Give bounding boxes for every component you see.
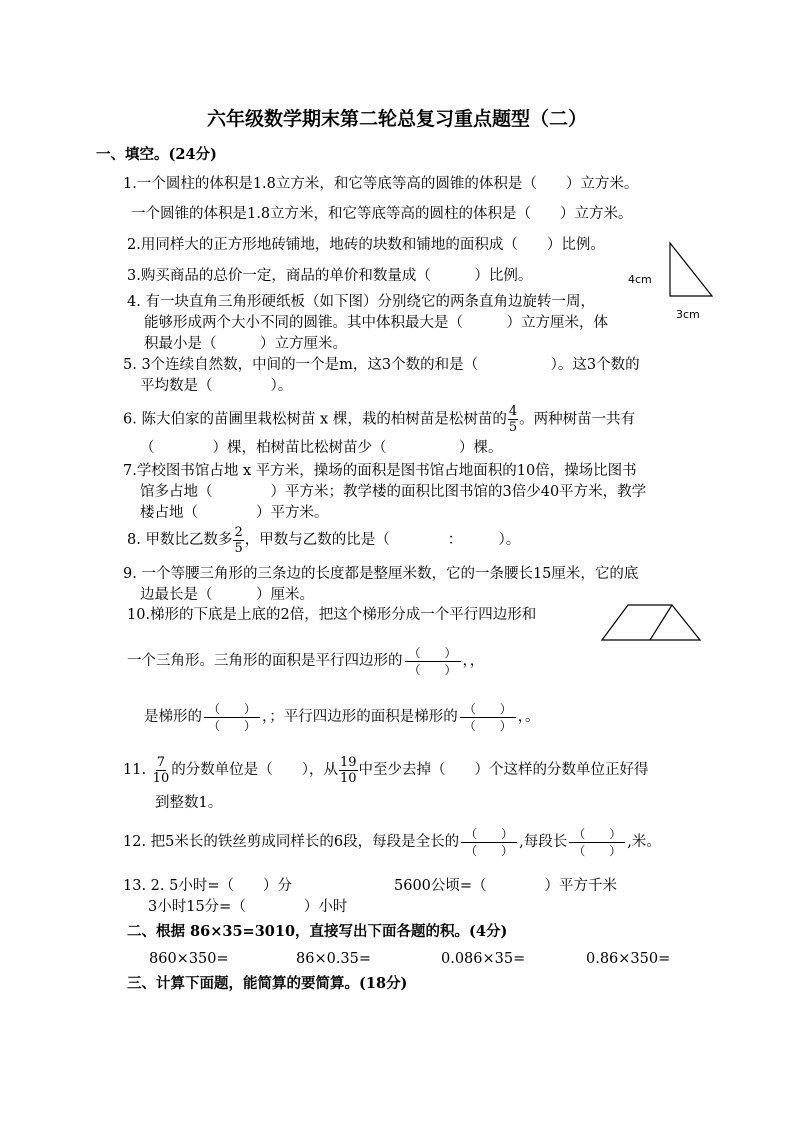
question-12 [123, 822, 661, 862]
question-9-line2: 边最长是（ ）厘米。 [140, 587, 314, 603]
blank-fraction[interactable]: （ ） （ ） [460, 701, 516, 734]
question-10-line1: 10.梯形的下底是上底的2倍，把这个梯形分成一个平行四边形和 [127, 607, 537, 623]
question-10-text-b: ，；平行四边形的面积是梯形的 [262, 709, 458, 725]
fraction-19-10: $\frac{19}{10}$ [339, 754, 357, 786]
question-10-text-a: 是梯形的 [144, 709, 202, 725]
question-2: 2.用同样大的正方形地砖铺地，地砖的块数和铺地的面积成（ ）比例。 [127, 237, 605, 253]
fraction-4-5: $\frac{4}{5}$ [508, 404, 518, 435]
question-6-text: 6. 陈大伯家的苗圃里栽松树苗 x 棵，栽的柏树苗是松树苗的 [123, 411, 507, 428]
blank-fraction[interactable]: （ ） （ ） [569, 826, 625, 859]
question-8-text: 8. 甲数比乙数多 [127, 532, 233, 548]
question-3: 3.购买商品的总价一定，商品的单价和数量成（ ）比例。 [127, 268, 533, 284]
section2-heading: 二、根据 86×35=3010，直接写出下面各题的积。(4分) [127, 923, 508, 940]
question-11-line1 [123, 753, 649, 787]
section3-heading: 三、计算下面题，能简算的要简算。(18分) [127, 975, 408, 992]
trapezoid-shape [602, 605, 700, 640]
section2-item-3: 0.086×35= [441, 951, 526, 967]
question-5-line1: 5. 3个连续自然数，中间的一个是m，这3个数的和是（ ）。这3个数的 [123, 357, 640, 373]
question-13b: 5600公顷=（ ）平方千米 [394, 878, 618, 894]
question-12-text-mid: ,每段长 [519, 834, 568, 850]
question-11-number: 11. [123, 762, 147, 778]
right-triangle-shape [670, 243, 712, 296]
section2-item-1: 860×350= [149, 951, 229, 967]
question-1b: 一个圆锥的体积是1.8立方米，和它等底等高的圆柱的体积是（ ）立方米。 [131, 206, 633, 222]
fraction-2-5: $\frac{2}{5}$ [234, 524, 243, 556]
section1-heading: 一、填空。(24分) [96, 146, 217, 163]
question-11-text-2: 中至少去掉（ ）个这样的分数单位正好得 [358, 762, 649, 778]
question-11-text-1: 的分数单位是（ ），从 [171, 762, 338, 778]
question-10-text: 一个三角形。三角形的面积是平行四边形的 [127, 653, 403, 669]
question-4-line2: 能够形成两个大小不同的圆锥。其中体积最大是（ ）立方厘米，体 [144, 315, 608, 331]
question-13a: 13. 2. 5小时=（ ）分 [123, 878, 292, 894]
blank-fraction[interactable]: （ ） （ ） [204, 701, 260, 734]
right-triangle-figure [620, 238, 720, 328]
question-5-line2: 平均数是（ ）。 [140, 378, 293, 394]
question-6-line2: （ ）棵，柏树苗比松树苗少（ ）棵。 [140, 440, 503, 456]
question-7-line2: 馆多占地（ ）平方米；教学楼的面积比图书馆的3倍少40平方米，教学 [140, 484, 647, 500]
question-4-line1: 4. 有一块直角三角形硬纸板（如下图）分别绕它的两条直角边旋转一周， [127, 294, 595, 310]
trapezoid-figure [598, 600, 704, 646]
question-11-line2: 到整数1。 [155, 795, 223, 811]
question-9-line1: 9. 一个等腰三角形的三条边的长度都是整厘米数，它的一条腰长15厘米，它的底 [123, 566, 639, 582]
question-8-text-post: ，甲数与乙数的比是（ ： ）。 [244, 532, 521, 548]
question-13c: 3小时15分=（ ）小时 [148, 899, 348, 915]
question-7-line1: 7.学校图书馆占地 x 平方米，操场的面积是图书馆占地面积的10倍，操场比图书 [123, 463, 637, 479]
triangle-height-label: 4cm [628, 273, 652, 286]
question-7-line3: 楼占地（ ）平方米。 [140, 505, 329, 521]
section2-item-2: 86×0.35= [296, 951, 372, 967]
question-6-text-post: 。两种树苗一共有 [519, 411, 636, 428]
question-10-line2 [127, 641, 484, 681]
blank-fraction[interactable]: （ ） （ ） [461, 826, 517, 859]
triangle-base-label: 3cm [676, 308, 700, 321]
question-12-text-post: ,米。 [627, 834, 661, 850]
blank-fraction[interactable]: （ ） （ ） [405, 645, 461, 678]
question-1a: 1.一个圆柱的体积是1.8立方米，和它等底等高的圆锥的体积是（ ）立方米。 [123, 176, 639, 192]
question-4-line3: 积最小是（ ）立方厘米。 [144, 336, 347, 352]
section2-item-4: 0.86×350= [586, 951, 671, 967]
fraction-7-10: $\frac{7}{10}$ [152, 754, 170, 786]
question-6-line1 [123, 404, 635, 435]
trapezoid-divider [650, 605, 672, 640]
question-12-text: 12. 把5米长的铁丝剪成同样长的6段，每段是全长的 [123, 834, 460, 850]
question-8 [127, 524, 520, 556]
question-10-text-c: ，。 [517, 709, 540, 725]
question-10-punct: ，， [462, 653, 485, 669]
question-10-line3 [144, 697, 540, 737]
page-title: 六年级数学期末第二轮总复习重点题型（二） [206, 108, 587, 130]
